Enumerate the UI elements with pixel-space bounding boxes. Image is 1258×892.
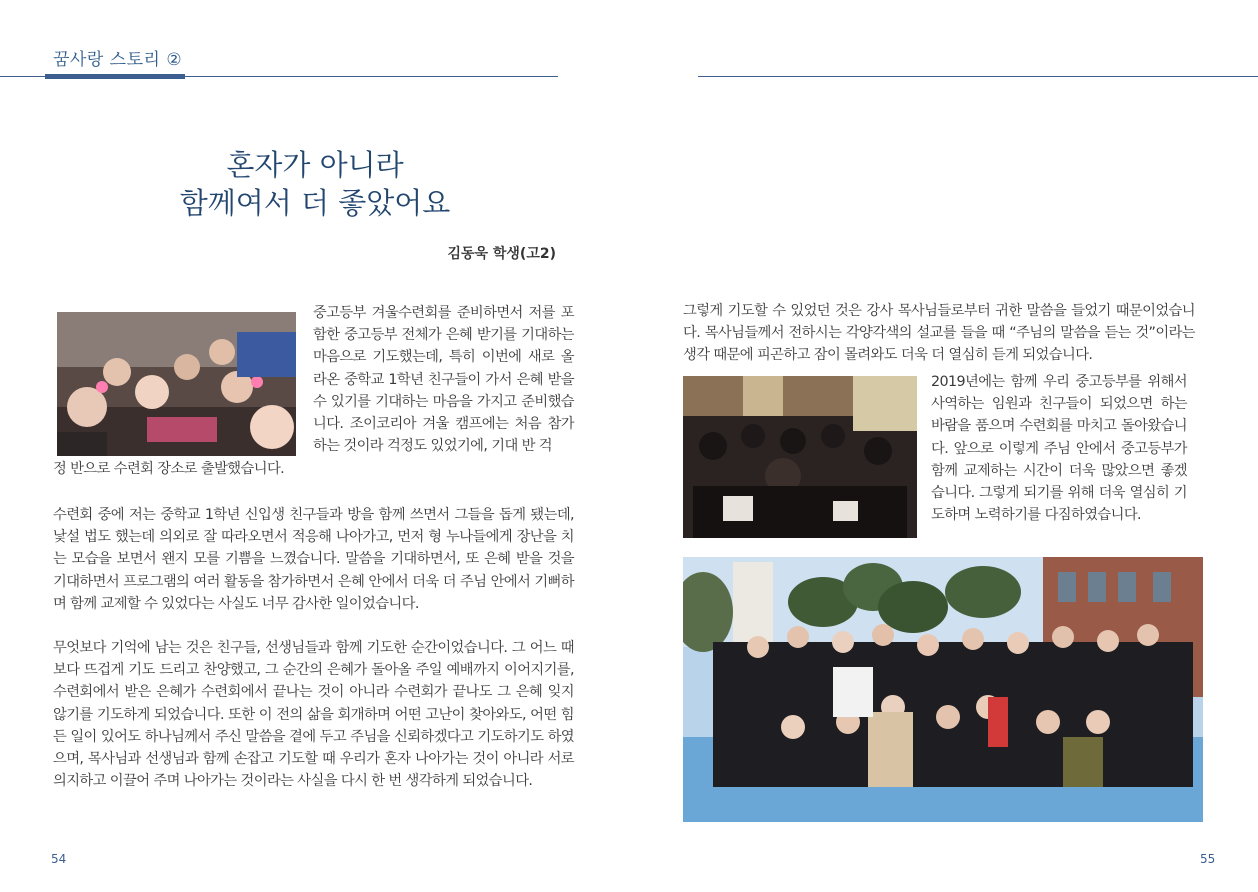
left-para-1-text: 중고등부 겨울수련회를 준비하면서 저를 포함한 중고등부 전체가 은혜 받기를 기대하는 마음으로 기도했는데, 특히 이번에 새로 올라온 중학교 1학년 친구들이 가서 은혜 받을 수 있기를 기대하는 마음을 가지고 준비했습니다. 조이코리아 겨울 캠프에는 처음 참가하는 것이라 걱정도 있었기에, 기대 반 걱 <box>313 305 574 455</box>
article-author: 김동욱 학생(고2) <box>447 246 556 262</box>
photo-group-selfie <box>57 312 296 456</box>
header-rule-right <box>698 76 1258 77</box>
photo-prayer-circle <box>683 376 917 538</box>
photo-group-outdoor <box>683 557 1203 822</box>
right-para-1 <box>683 300 1195 367</box>
article-title-line2: 함께여서 더 좋았어요 <box>179 186 451 220</box>
left-para-1-beside-photo <box>313 302 574 457</box>
left-para-1-continued: 정 반으로 수련회 장소로 출발했습니다. <box>53 461 285 477</box>
section-label: 꿈사랑 스토리 ② <box>53 50 183 70</box>
article-title-line1: 혼자가 아니라 <box>226 148 404 182</box>
article-title <box>120 146 510 222</box>
left-para-1-below-photo <box>53 458 574 480</box>
left-para-2 <box>53 504 574 615</box>
left-para-3-text: 무엇보다 기억에 남는 것은 친구들, 선생님들과 함께 기도한 순간이었습니다. 그 어느 때보다 뜨겁게 기도 드리고 찬양했고, 그 순간의 은혜가 돌아올 주일 예배까지 이어지기를, 수련회에서 받은 은혜가 수련회에서 끝나는 것이 아니라 수련회가 끝나도 그 은혜 잊지 않기를 기도하게 되었습니다. 또한 이 전의 삶을 회개하며 어떤 고난이 찾아와도, 어떤 힘든 일이 있어도 하나님께서 주신 말씀을 곁에 두고 주님을 신뢰하겠다고 기도하기도 하였으며, 목사님과 선생님과 함께 손잡고 기도할 때 우리가 혼자 나아가는 것이 아니라 서로 의지하고 이끌어 주며 나아가는 것이라는 사실을 다시 한 번 생각하게 되었습니다. <box>53 640 574 790</box>
right-para-2 <box>931 371 1187 526</box>
right-para-2-text: 2019년에는 함께 우리 중고등부를 위해서 사역하는 임원과 친구들이 되었으면 하는 바람을 품으며 수련회를 마치고 돌아왔습니다. 앞으로 이렇게 주님 안에서 중고등부가 함께 교제하는 시간이 더욱 많았으면 좋겠습니다. 그렇게 되기를 위해 더욱 열심히 기도하며 노력하기를 다짐하였습니다. <box>931 374 1187 524</box>
right-para-1-text: 그렇게 기도할 수 있었던 것은 강사 목사님들로부터 귀한 말씀을 들었기 때문이었습니다. 목사님들께서 전하시는 각양각색의 설교를 들을 때 “주님의 말씀을 듣는 것”이라는 생각 때문에 피곤하고 잠이 몰려와도 더욱 더 열심히 듣게 되었습니다. <box>683 303 1195 364</box>
page-number-left: 54 <box>51 852 67 866</box>
left-para-2-text: 수련회 중에 저는 중학교 1학년 신입생 친구들과 방을 함께 쓰면서 그들을 돕게 됐는데, 낯설 법도 했는데 의외로 잘 따라오면서 적응해 나아가고, 먼저 형 누나들에게 장난을 치는 모습을 보면서 왠지 모를 기쁨을 느꼈습니다. 말씀을 기대하면서, 또 은혜 받을 것을 기대하면서 프로그램의 여러 활동을 참가하면서 은혜 안에서 더욱 더 주님 안에서 기뻐하며 함께 교제할 수 있었다는 사실도 너무 감사한 일이었습니다. <box>53 507 574 612</box>
header-rule-accent <box>45 74 185 79</box>
left-para-3 <box>53 637 574 792</box>
page-number-right: 55 <box>1200 852 1216 866</box>
